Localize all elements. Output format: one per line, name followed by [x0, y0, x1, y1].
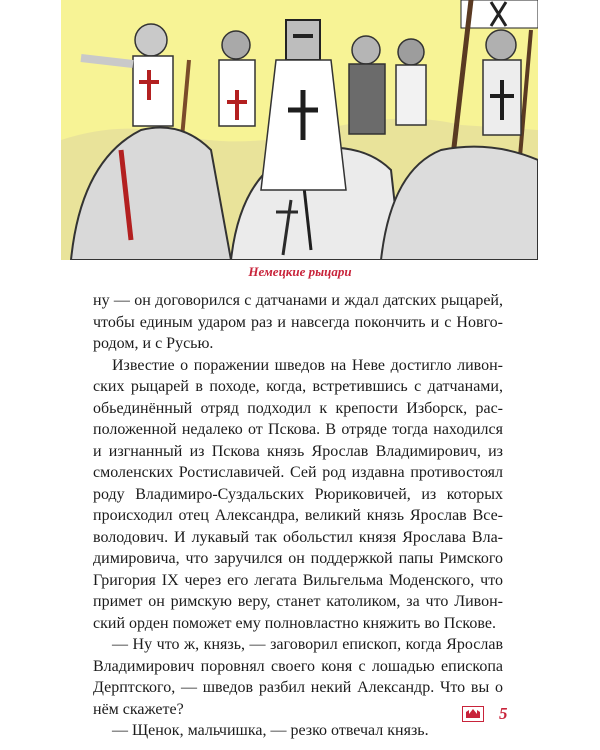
text-line: смоленских Ростиславичей. Сей род издавна противостоял	[93, 464, 503, 481]
text-line: чтобы единым ударом раз и навсегда покончить и с Новго-	[93, 313, 503, 331]
text-line: ну — он договорился с датчанами и ждал датских рыцарей,	[93, 292, 503, 309]
text-line: положенной недалеко от Пскова. В отряде тогда находился	[93, 421, 503, 438]
body-text	[93, 290, 503, 742]
text-line: и изгнанный из Пскова князь Ярослав Владимирович, из	[93, 442, 503, 460]
text-line: Известие о поражении шведов на Неве достигло ливон-	[112, 356, 503, 374]
text-line: роду Владимиро-Суздальских Рюриковичей, из которых	[93, 485, 503, 503]
text-line: обьединённый отряд подходил к крепости Изборск, рас-	[93, 399, 503, 417]
text-line: происходил отец Александра, великий князь Ярослав Все-	[93, 507, 503, 524]
text-line: володович. И лукавый так обольстил князя Ярослава Вла-	[93, 528, 503, 546]
text-line: ских рыцарей в походе, когда, встретившись с датчанами,	[93, 378, 503, 395]
text-line: нём скажете?	[93, 700, 184, 718]
illustration-caption: Немецкие рыцари	[248, 264, 352, 279]
text-line: Владимирович поровнял своего коня с лошадью епископа	[93, 657, 503, 675]
text-line: ский орден поможет ему полновластно княжить во Пскове.	[93, 614, 496, 632]
text-line: Григория IX через его легата Вильгельма Моденского, что	[93, 571, 503, 589]
text-line: примет он римскую веру, станет католиком, за что Ливон-	[93, 593, 503, 610]
knights-illustration	[61, 0, 538, 260]
text-line: Дерптского, — шведов разбил некий Александр. Что вы о	[93, 679, 503, 696]
text-line: родом, и с Русью.	[93, 335, 214, 352]
publisher-logo-icon	[462, 706, 484, 722]
page-number: 5	[499, 704, 508, 723]
text-line: — Ну что ж, князь, — заговорил епископ, когда Ярослав	[112, 636, 503, 653]
text-line: димировича, что заручился он поддержкой папы Римского	[93, 550, 503, 567]
text-line: — Щенок, мальчишка, — резко отвечал князь.	[112, 722, 429, 739]
knights-painting	[61, 0, 538, 260]
